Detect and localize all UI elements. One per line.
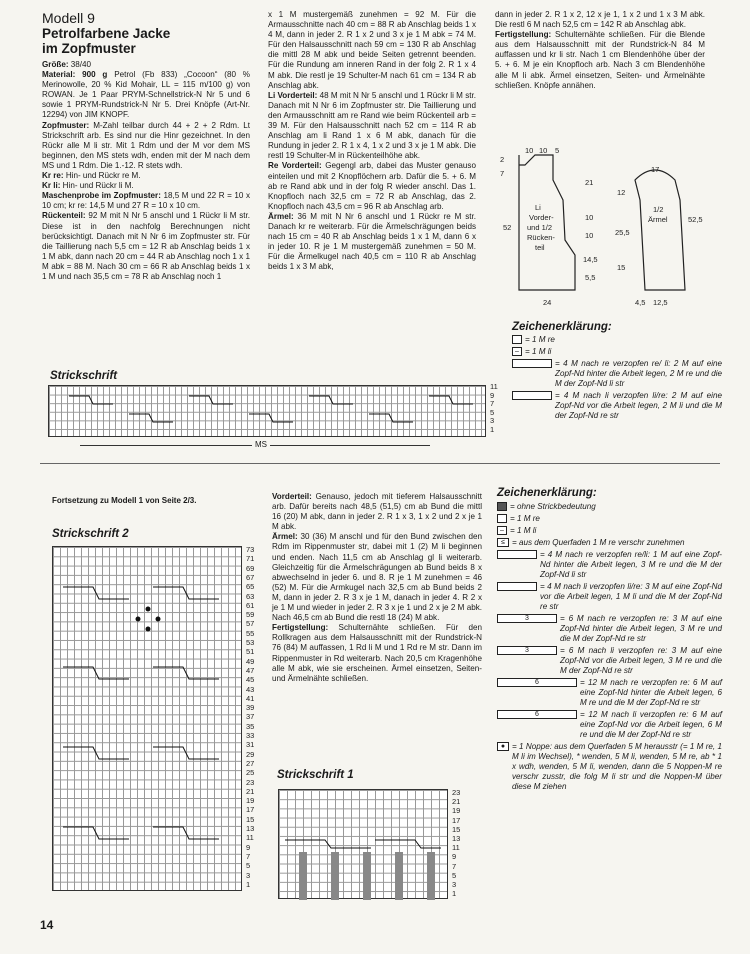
paragraph — [268, 212, 476, 273]
row-number: 53 — [246, 638, 255, 647]
paragraph-label: Fertigstellung: — [495, 30, 552, 40]
row-number: 3 — [246, 870, 251, 880]
paragraph-label: Li Vorderteil: — [268, 90, 318, 100]
row-number: 61 — [246, 600, 255, 610]
legend-item — [512, 391, 722, 421]
paragraph-label: Ärmel: — [272, 532, 298, 542]
schematic-right-3: 10 — [585, 231, 594, 240]
schematic-label-4: Rücken- — [527, 233, 555, 242]
row-number: 5 — [246, 861, 251, 871]
row-number: 9 — [452, 852, 457, 862]
row-number: 3 — [490, 416, 495, 426]
paragraph — [42, 171, 250, 181]
paragraph-text: Schulternähte schließen. Für den Rollkragen aus dem Halsausschnitt mit der Rundstrick-N 76 (84) M auffassen, 1 Rd li M und 1 Rd re M str. Dann im Rippenmuster in Rd weiterarb. Nach 20,5 cm Kragenhöhe alle M abk, wie sie erscheinen. Ärmel einsetzen, Seiten- und Ärmelnähte schließen. — [272, 623, 482, 683]
paragraph-label: Rückenteil: — [42, 211, 86, 221]
top-column-2 — [268, 10, 476, 272]
row-number: 19 — [452, 806, 461, 816]
legend-symbol — [512, 359, 552, 368]
model-title-line1: Petrolfarbene Jacke — [42, 26, 171, 41]
paragraph — [268, 161, 476, 211]
row-number: 15 — [246, 814, 255, 824]
legend-text: = 6 M nach re verzopfen re: 3 M auf eine Zopf-Nd hinter die Arbeit legen, 3 M re und die M der Zopf-Nd re str — [560, 614, 722, 644]
row-number: 3 — [452, 880, 457, 889]
legend-symbol — [497, 502, 507, 511]
row-number: 15 — [452, 824, 461, 834]
bottom-legend-list — [497, 502, 722, 792]
sleeve-left-3: 15 — [617, 263, 626, 272]
schematic-left-3: 52 — [503, 223, 512, 232]
row-number: 11 — [452, 843, 460, 853]
paragraph-text: 48 M mit N Nr 5 anschl und 1 Rückr li M str. Danach mit N Nr 6 im Zopfmuster str. Die Taillierung und den Armausschnitt am re Rand wie beim Rückenteil arb = 39 M. Für den Halsausschnitt nach 52 cm = 114 R ab Anschlag am li Rand 1 x 6 M abk, danach für die Rundung in jeder 2. R 1 x 4, 1 x 2 und 3 x je 1 M abk. Die restl 19 Schulter-M in Rückenteilhöhe abk. — [268, 90, 476, 161]
paragraph-label: Größe: — [42, 60, 69, 69]
paragraph — [42, 70, 250, 120]
paragraph — [495, 10, 705, 30]
paragraph — [495, 30, 705, 91]
paragraph — [42, 211, 250, 282]
row-number: 7 — [452, 861, 457, 871]
row-number: 43 — [246, 684, 255, 694]
instructions-col2 — [268, 10, 476, 272]
row-number: 65 — [246, 582, 255, 592]
row-number: 7 — [246, 851, 251, 861]
bottom-legend-title: Zeichenerklärung: — [497, 487, 597, 499]
paragraph-label: Maschenprobe im Zopfmuster: — [42, 191, 161, 201]
paragraph-text: x 1 M mustergemäß zunehmen = 92 M. Für die Armausschnitte nach 40 cm = 88 R ab Anschlag beids 1 x 4 M, dann in jeder 2. R 1 x 2 und 3 x je 1 M abk = 74 M. Für den Halsausschnitt nach 59 cm = 130 R ab Anschlag die mittl 28 M abk und beide Seiten getrennt beenden. Für die Rundung am inneren Rand in der folg 2. R 1 x 4 M abk. Die restl je 19 Schulter-M nach 61 cm = 134 R ab Anschlag abk. — [268, 10, 476, 90]
row-number: 71 — [246, 554, 255, 564]
paragraph-label: Kr li: — [42, 181, 61, 191]
legend-symbol: ● — [497, 742, 509, 751]
legend-item — [497, 678, 722, 708]
row-number: 33 — [246, 731, 255, 740]
legend-symbol — [512, 335, 522, 344]
row-number: 7 — [490, 399, 495, 409]
model-title-line2: im Zopfmuster — [42, 41, 136, 56]
continuation-note: Fortsetzung zu Modell 1 von Seite 2/3. — [52, 496, 197, 505]
legend-item — [497, 514, 722, 524]
sleeve-right: 52,5 — [688, 215, 703, 224]
paragraph — [42, 121, 250, 171]
bottom-legend — [497, 488, 722, 794]
legend-symbol: 3 — [497, 614, 557, 623]
legend-symbol: 6 — [497, 710, 577, 719]
legend-item — [497, 550, 722, 580]
top-column-3 — [495, 10, 705, 91]
schematic-label-3: und 1/2 — [527, 223, 553, 232]
legend-text: = 1 M re — [525, 335, 555, 345]
row-number: 5 — [490, 407, 495, 417]
paragraph — [272, 532, 482, 623]
bottom-middle-column — [272, 492, 482, 684]
legend-text: = aus dem Querfaden 1 M re verschr zunehmen — [512, 538, 685, 548]
schematic-top-3: 5 — [555, 146, 560, 155]
row-number: 57 — [246, 619, 255, 629]
paragraph-text: Gegengl arb, dabei das Muster genauso einteilen und mit 2 Knopflöchern arb. Dafür die 5. + 6. M ab re Rand abk und in der folg R wieder anschl. Das 1. Knopfloch nach 32,5 cm = 72 R ab Anschlag, das 2. Knopfloch nach 43,5 cm = 96 R ab Anschlag arb. — [268, 161, 476, 211]
section-divider — [40, 463, 720, 464]
row-number: 25 — [246, 768, 255, 778]
schematic-right-4: 14,5 — [583, 255, 598, 264]
schematic-bottom: 24 — [543, 298, 552, 307]
row-number: 63 — [246, 591, 255, 601]
top-legend — [512, 322, 722, 423]
sleeve-label-1: 1/2 — [653, 205, 664, 214]
paragraph-text: M-Zahl teilbar durch 44 + 2 + 2 Rdm. Lt Strickschrift arb. Es sind nur die Hinr gezeichnet. In den Rückr alle M li str. Mit 1 Rdm und der M vor dem MS beginnen, den MS stets wdh, enden mit der M nach dem MS und 1 Rdm. Die 1.-12. R stets wdh. — [42, 120, 250, 170]
legend-symbol: 3 — [497, 646, 557, 655]
top-legend-list — [512, 335, 722, 421]
legend-text: = 1 M li — [525, 347, 552, 357]
schematic-label-1: Li — [535, 203, 541, 212]
row-number: 9 — [490, 390, 495, 400]
legend-symbol: 6 — [497, 678, 577, 687]
legend-text: = 4 M nach re verzopfen re/li: 1 M auf eine Zopf-Nd hinter die Arbeit legen, 3 M re und die M der Zopf-Nd li str — [540, 550, 722, 580]
paragraph-label: Ärmel: — [268, 211, 294, 221]
row-number: 5 — [452, 870, 457, 880]
row-number: 1 — [452, 889, 457, 899]
legend-text: = 12 M nach re verzopfen re: 6 M auf eine Zopf-Nd hinter die Arbeit legen, 6 M re und die M der Zopf-Nd re str — [580, 678, 722, 708]
row-number: 49 — [246, 656, 255, 666]
knitting-chart-1 — [278, 789, 448, 899]
schematic-top-2: 10 — [539, 146, 548, 155]
legend-symbol — [497, 550, 537, 559]
row-number: 39 — [246, 703, 255, 713]
row-number: 29 — [246, 749, 255, 759]
chart1-marks — [279, 790, 449, 900]
ms-label: MS — [252, 440, 270, 449]
chart1-title: Strickschrift 1 — [277, 769, 354, 781]
row-number: 23 — [452, 788, 461, 797]
paragraph — [272, 492, 482, 532]
legend-text: = 4 M nach re verzopfen re/ li: 2 M auf eine Zopf-Nd hinter die Arbeit legen, 2 M re und die M der Zopf-Nd li str — [555, 359, 722, 389]
top-chart-cables — [49, 386, 487, 438]
paragraph-label: Fertigstellung: — [272, 623, 329, 633]
legend-text: = 6 M nach li verzopfen re: 3 M auf eine Zopf-Nd vor die Arbeit legen, 3 M re und die M der Zopf-Nd re str — [560, 646, 722, 676]
schematic-left-1: 2 — [500, 155, 505, 164]
top-knitting-chart — [48, 385, 486, 437]
sleeve-left-1: 12 — [617, 188, 626, 197]
row-number: 21 — [246, 786, 255, 796]
sleeve-top: 17 — [651, 165, 660, 174]
legend-text: = 4 M nach li verzopfen li/re: 3 M auf eine Zopf-Nd vor die Arbeit legen, 1 M li und die M der Zopf-Nd re str — [540, 582, 722, 612]
schematic-label-5: teil — [535, 243, 545, 252]
bottom-middle-text — [272, 492, 482, 684]
row-number: 11 — [490, 382, 498, 391]
legend-text: = ohne Strickbedeutung — [510, 502, 596, 512]
legend-text: = 1 M li — [510, 526, 537, 536]
row-number: 45 — [246, 675, 255, 685]
legend-symbol — [497, 582, 537, 591]
legend-symbol — [497, 514, 507, 523]
schematic-top-1: 10 — [525, 146, 534, 155]
paragraph-label: Vorderteil: — [272, 492, 312, 501]
row-number: 23 — [246, 777, 255, 787]
paragraph — [272, 623, 482, 684]
row-number: 41 — [246, 693, 255, 703]
top-column-1 — [42, 10, 250, 282]
paragraph-text: 30 (36) M anschl und für den Bund zwischen den Rdm im Rippenmuster str, dabei mit 1 (2) M li beginnen und enden. Nach 11,5 cm ab Anschlag gl li weiterarb. Gleichzeitig für die Ärmelschrägungen ab Bund beids 8 x abwechselnd in jeder 6. und 8. R je 1 M zunehmen = 46 (52) M. Für die Armkugel nach 32,5 cm ab Bund beids 2 M, dann in jeder 2. R 3 x je 1 M, danach in jeder 4. R 2 x je 1 M und wieder in jeder 2. R 3 x je 1 und 2 x je 2 M abk. Nach 46,5 cm ab Bund die restl 18 (24) M abk. — [272, 532, 482, 623]
row-number: 37 — [246, 712, 255, 722]
legend-item — [497, 710, 722, 740]
schematic-right-5: 5,5 — [585, 273, 596, 282]
schematic-right-1: 21 — [585, 178, 594, 187]
garment-schematic — [495, 140, 710, 320]
paragraph — [42, 191, 250, 211]
page-number: 14 — [40, 918, 54, 932]
row-number: 55 — [246, 628, 255, 638]
sleeve-bottom-b: 12,5 — [653, 298, 668, 307]
row-number: 1 — [490, 425, 495, 434]
paragraph-label: Material: 900 g — [42, 70, 108, 80]
legend-item — [497, 614, 722, 644]
row-number: 31 — [246, 740, 255, 750]
knitting-chart-2 — [52, 546, 242, 891]
legend-item — [497, 742, 722, 792]
legend-item — [497, 646, 722, 676]
legend-symbol: – — [512, 347, 522, 356]
top-legend-title: Zeichenerklärung: — [512, 321, 612, 333]
paragraph-text: 18,5 M und 22 R = 10 x 10 cm; kr re: 14,5 M und 27 R = 10 x 10 cm. — [42, 191, 250, 211]
row-number: 9 — [246, 842, 251, 852]
legend-item — [512, 359, 722, 389]
legend-item — [512, 335, 722, 345]
legend-symbol — [512, 391, 552, 400]
row-number: 17 — [452, 815, 461, 825]
legend-item — [497, 502, 722, 512]
row-number: 1 — [246, 879, 251, 889]
row-number: 11 — [246, 833, 254, 843]
sleeve-label-2: Ärmel — [648, 215, 668, 224]
legend-text: = 4 M nach li verzopfen li/re: 2 M auf eine Zopf-Nd vor die Arbeit legen, 2 M li und die M der Zopf-Nd re str — [555, 391, 722, 421]
row-number: 59 — [246, 610, 255, 620]
row-number: 13 — [452, 834, 461, 843]
row-number: 19 — [246, 796, 255, 806]
instructions-col3 — [495, 10, 705, 91]
paragraph-text: Hin- und Rückr re M. — [63, 171, 141, 181]
paragraph-text: 36 M mit N Nr 6 anschl und 1 Rückr re M str. Danach kr re weiterarb. Für die Ärmelschrägungen beids nach 15 cm = 40 R ab Anschlag beids 1 x 1 M, dann 6 x in jeder 10. R je 1 M mustergemäß zunehmen = 50 M. Für die Ärmelkugel nach 40,5 cm = 110 R ab Anschlag beids 1 x 3 M abk, — [268, 211, 476, 272]
paragraph-text: 38/40 — [68, 60, 92, 69]
row-number: 73 — [246, 545, 255, 554]
chart2-title: Strickschrift 2 — [52, 528, 129, 540]
chart2-cables — [53, 547, 243, 892]
row-number: 27 — [246, 758, 255, 768]
legend-item — [512, 347, 722, 357]
row-number: 69 — [246, 563, 255, 573]
paragraph-text: 92 M mit N Nr 5 anschl und 1 Rückr li M str. Diese ist in den nachfolg Berechnungen nicht berücksichtigt. Danach mit N Nr 6 im Zopfmuster str. Für die Taillierung nach 5,5 cm = 12 R ab Anschlag beids 1 x 1 M abk, dann nach 20 cm = 44 R ab Anschlag noch 1 x 1 M abk = 88 M. Nach 30 cm = 66 R ab Anschlag beids 1 x 1 M und nach 35,5 cm = 78 R ab Anschlag noch 1 — [42, 211, 250, 281]
paragraph-text: Schulternähte schließen. Für die Blende aus dem Halsausschnitt mit der Rundstrick-N 84 M auffassen und kr li str. Nach 1 cm Blendenhöhe über der 5. + 6. M je ein Knopfloch arb. Nach 3 cm Blendenhöhe alle M li abk. Ärmel einsetzen, Seiten- und Ärmelnähte schließen. Knöpfe annähen. — [495, 30, 705, 90]
schematic-left-2: 7 — [500, 169, 505, 178]
instructions-col1 — [42, 60, 250, 282]
row-number: 47 — [246, 665, 255, 675]
row-number: 17 — [246, 805, 255, 815]
row-number: 67 — [246, 572, 255, 582]
paragraph-text: Genauso, jedoch mit tieferem Halsausschnitt arb. Dafür bereits nach 48,5 (51,5) cm ab Bund die mittl 16 (20) M abk, dann in jeder 2. R 1 x 3, 1 x 2 und 2 x je 1 M abk. — [272, 492, 482, 532]
legend-text: = 1 M re — [510, 514, 540, 524]
legend-text: = 12 M nach li verzopfen re: 6 M auf eine Zopf-Nd vor die Arbeit legen, 6 M re und die M der Zopf-Nd re str — [580, 710, 722, 740]
sleeve-bottom-a: 4,5 — [635, 298, 646, 307]
paragraph — [42, 181, 250, 191]
paragraph — [268, 10, 476, 91]
row-number: 13 — [246, 824, 255, 833]
legend-symbol: – — [497, 526, 507, 535]
model-label: Modell 9 — [42, 10, 95, 26]
row-number: 35 — [246, 721, 255, 731]
paragraph-text: Hin- und Rückr li M. — [60, 181, 134, 191]
paragraph-label: Kr re: — [42, 171, 64, 181]
paragraph-text: Petrol (Fb 833) „Cocoon“ (80 % Merinowolle, 20 % Kid Mohair, LL = 115 m/100 g) von ROWAN. Je 1 Paar PRYM-Schnellstrick-N Nr 5 und 6 sowie 1 PRYM-Rundstrick-N Nr 5. Drei Knöpfe (Art-Nr. 12294) von JIM KNOPF. — [42, 70, 250, 120]
legend-item — [497, 526, 722, 536]
paragraph-label: Re Vorderteil: — [268, 161, 322, 171]
row-number: 21 — [452, 797, 461, 807]
paragraph-text: dann in jeder 2. R 1 x 2, 12 x je 1, 1 x 2 und 1 x 3 M abk. Die restl 6 M nach 52,5 cm = 142 R ab Anschlag abk. — [495, 10, 705, 30]
schematic-right-2: 10 — [585, 213, 594, 222]
top-chart-title: Strickschrift — [50, 370, 118, 382]
row-number: 51 — [246, 647, 255, 657]
sleeve-left-2: 25,5 — [615, 228, 630, 237]
paragraph — [268, 91, 476, 162]
paragraph — [42, 60, 250, 70]
schematic-label-2: Vorder- — [529, 213, 554, 222]
paragraph-label: Zopfmuster: — [42, 120, 90, 130]
legend-item — [497, 538, 722, 548]
legend-text: = 1 Noppe: aus dem Querfaden 5 M herausstr (= 1 M re, 1 M li im Wechsel), * wenden, 5 M li, wenden, 5 M re, ab * 1 x wdh, wenden, 5 M li, wenden, dann die 5 Noppen-M re verschr zusstr, die folg M li str und die Noppen-M über diese M ziehen — [512, 742, 722, 792]
legend-item — [497, 582, 722, 612]
legend-symbol: ≤ — [497, 538, 509, 547]
